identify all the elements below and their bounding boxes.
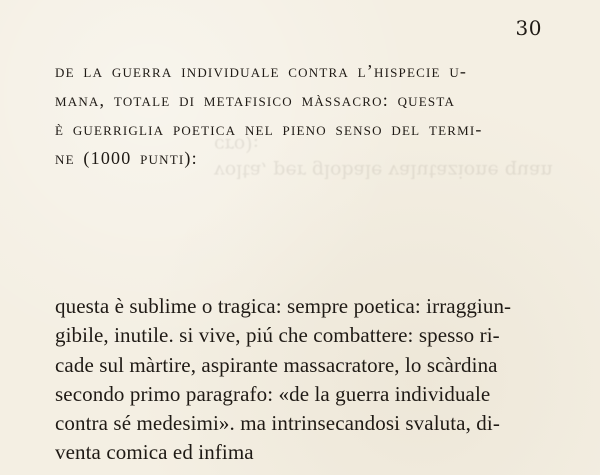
heading-line: mana, totale di metafisico màssacro: questa <box>55 90 456 110</box>
body-line: questa è sublime o tragica: sempre poetica: irraggiun- <box>55 294 512 318</box>
page-number: 30 <box>515 16 542 40</box>
heading-line: ne (1000 punti): <box>55 148 198 168</box>
show-through-line: cro): <box>214 134 259 156</box>
heading-line: de la guerra individuale contra l’hispecie u- <box>55 61 468 81</box>
body-line: venta comica ed infima <box>55 440 254 465</box>
body-line: secondo primo paragrafo: «de la guerra individuale <box>55 381 491 406</box>
body-paragraph <box>55 292 567 468</box>
show-through-line: volta, per globale valutazione quan <box>214 160 553 182</box>
body-line: cade sul màrtire, aspirante massacratore, lo scàrdina <box>55 352 498 377</box>
body-line: gibile, inutile. si vive, piú che combattere: spesso ri- <box>55 323 500 348</box>
heading-paragraph <box>55 57 560 173</box>
body-line: contra sé medesimi». ma intrinsecandosi svaluta, di- <box>55 411 500 436</box>
heading-line: è guerriglia poetica nel pieno senso del termi- <box>55 119 483 139</box>
